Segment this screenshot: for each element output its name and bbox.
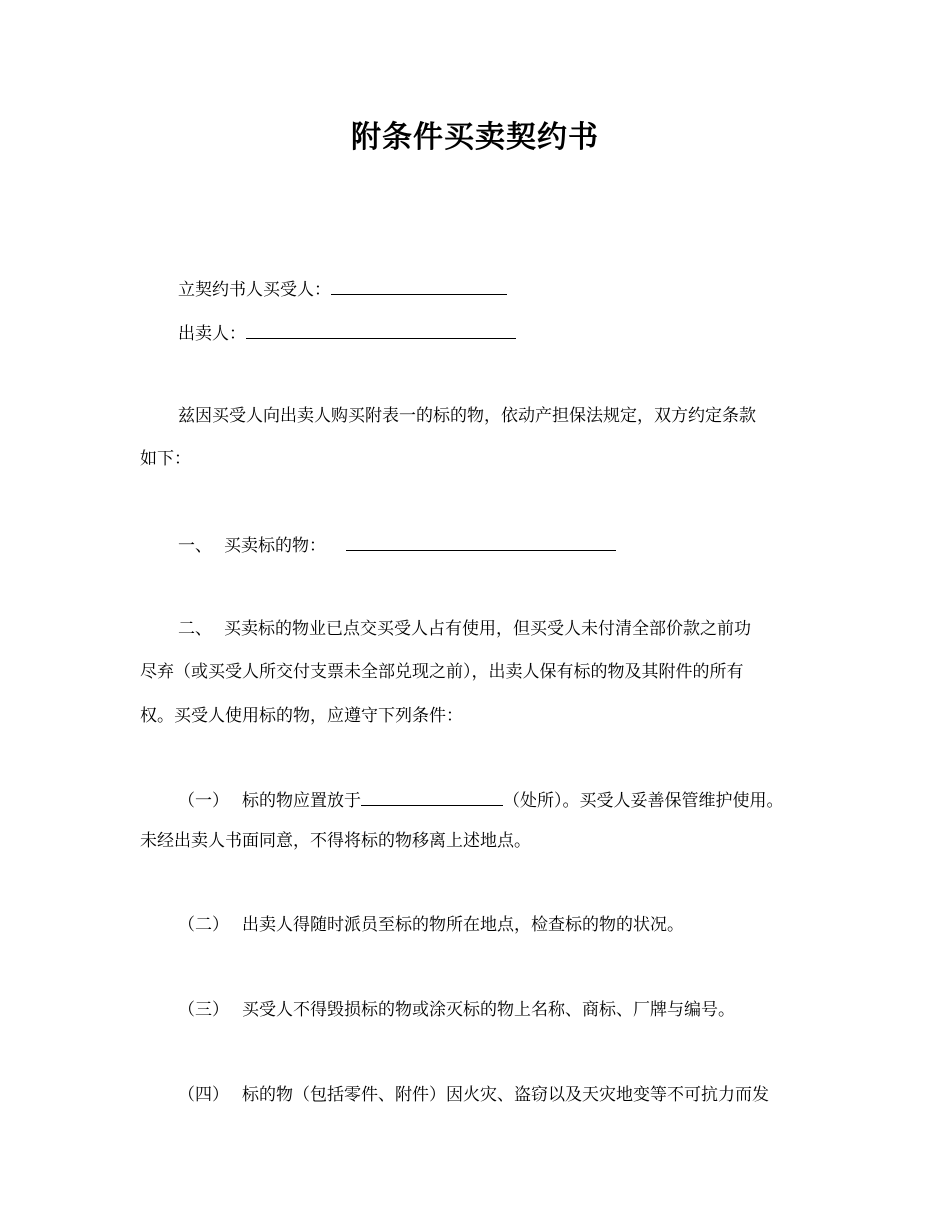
item-1-text: 买卖标的物： [224, 536, 326, 556]
intro-line-2: 如下： [140, 449, 191, 469]
item-1 [178, 532, 616, 558]
item-2-text-1: 买卖标的物业已点交买受人占有使用，但买受人未付清全部价款之前功 [224, 619, 751, 639]
sub-clause-2-text: 出卖人得随时派员至标的物所在地点，检查标的物的状况。 [242, 915, 684, 935]
sub-clause-1-text-a: 标的物应置放于 [242, 791, 361, 811]
sub-clause-1-blank [361, 787, 503, 806]
sub-clause-3-number: （三） [178, 1000, 229, 1020]
document-title: 附条件买卖契约书 [351, 120, 599, 155]
item-2-number: 二、 [178, 619, 212, 639]
item-1-blank [346, 532, 616, 551]
sub-clause-4 [178, 1083, 769, 1107]
seller-label: 出卖人： [178, 324, 246, 344]
item-1-number: 一、 [178, 536, 212, 556]
sub-clause-1-number: （一） [178, 791, 229, 811]
item-2-line-1 [178, 617, 751, 641]
sub-clause-1-text-b: （处所）。买受人妥善保管维护使用。 [503, 791, 784, 811]
sub-clause-1-line-2: 未经出卖人书面同意，不得将标的物移离上述地点。 [140, 831, 531, 851]
sub-clause-3 [178, 998, 735, 1022]
intro-line-1: 兹因买受人向出卖人购买附表一的标的物，依动产担保法规定，双方约定条款 [178, 406, 756, 426]
sub-clause-2-number: （二） [178, 915, 229, 935]
seller-blank [246, 320, 516, 339]
buyer-label: 立契约书人买受人： [178, 280, 331, 300]
sub-clause-3-text: 买受人不得毁损标的物或涂灭标的物上名称、商标、厂牌与编号。 [242, 1000, 735, 1020]
buyer-blank [331, 276, 507, 295]
sub-clause-4-number: （四） [178, 1085, 229, 1105]
item-2-line-2: 尽弃（或买受人所交付支票未全部兑现之前），出卖人保有标的物及其附件的所有 [140, 662, 744, 682]
sub-clause-2 [178, 913, 684, 937]
sub-clause-1 [178, 787, 784, 813]
buyer-line [178, 276, 507, 302]
seller-line [178, 320, 516, 346]
sub-clause-4-text: 标的物（包括零件、附件）因火灾、盗窃以及天灾地变等不可抗力而发 [242, 1085, 769, 1105]
item-2-line-3: 权。买受人使用标的物，应遵守下列条件： [140, 706, 463, 726]
